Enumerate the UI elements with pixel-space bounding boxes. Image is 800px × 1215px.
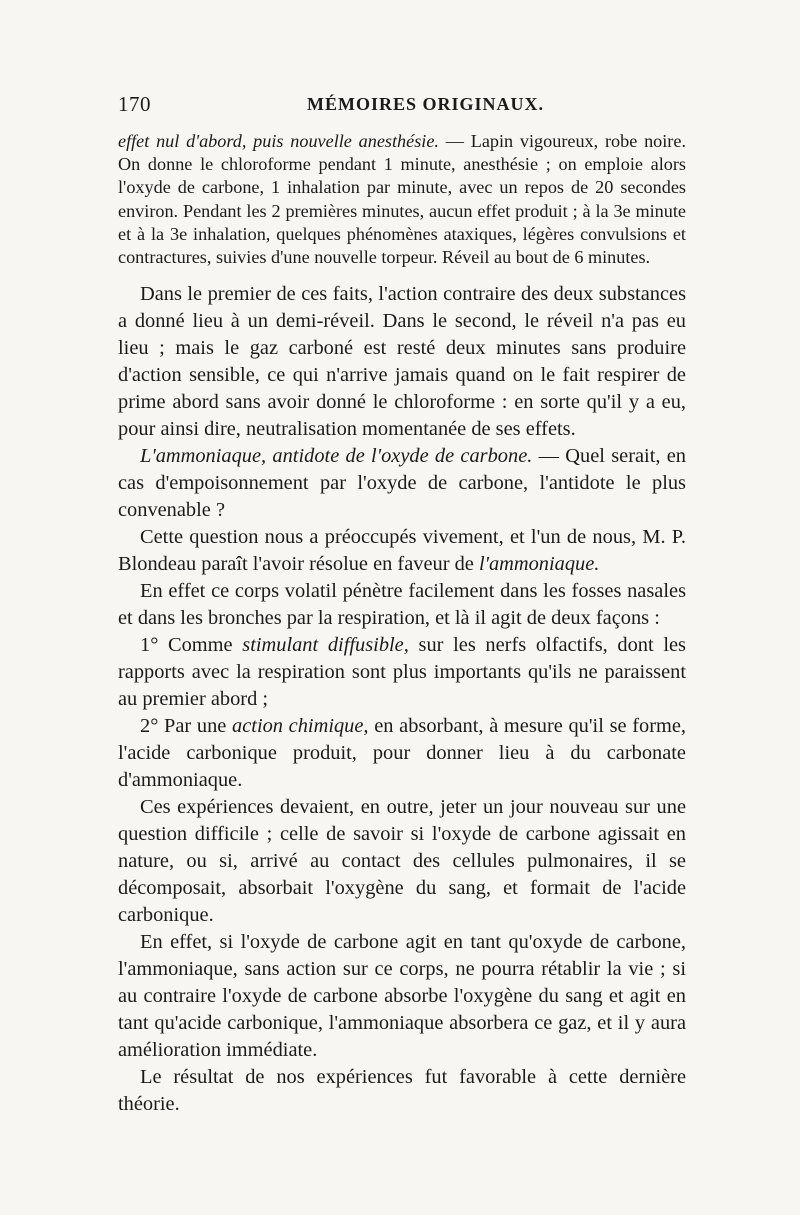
paragraph-6-italic: action chimique, <box>232 715 369 738</box>
paragraph-2-text: — Quel serait, en cas d'empoisonnement par l'oxyde de carbone, l'antidote le plus convenable ? <box>118 445 686 522</box>
continuation-text: — Lapin vigoureux, robe noire. On donne le chloroforme pendant 1 minute, anesthésie ; on emploie alors l'oxyde de carbone, 1 inhalation par minute, avec un repos de 20 secondes environ. Pendant les 2 premières minutes, aucun effet produit ; à la 3e minute et à la 3e inhalation, quelques phénomènes ataxiques, légères convulsions et contractures, suivies d'une nouvelle torpeur. Réveil au bout de 6 minutes. <box>118 131 686 268</box>
paragraph-8: En effet, si l'oxyde de carbone agit en tant qu'oxyde de carbone, l'ammoniaque, sans action sur ce corps, ne pourra rétablir la vie ; si au contraire l'oxyde de carbone absorbe l'oxygène du sang et agit en tant qu'acide carbonique, l'ammoniaque absorbera ce gaz, et il y aura amélioration immédiate. <box>118 931 686 1062</box>
paragraph-4: En effet ce corps volatil pénètre facilement dans les fosses nasales et dans les bronches par la respiration, et là il agit de deux façons : <box>118 580 686 630</box>
paragraph-1: Dans le premier de ces faits, l'action contraire des deux substances a donné lieu à un demi-réveil. Dans le second, le réveil n'a pas eu lieu ; mais le gaz carboné est resté deux minutes sans produire d'action sensible, ce qui n'arrive jamais quand on le fait respirer de prime abord sans avoir donné le chloroforme : en sorte qu'il y a eu, pour ainsi dire, neutralisation momentanée de ses effets. <box>118 283 686 441</box>
paragraph-3-italic: l'ammoniaque. <box>478 553 600 576</box>
page-header <box>118 92 693 122</box>
running-title: MÉMOIRES ORIGINAUX. <box>306 94 544 114</box>
paragraph-5-text: sur les nerfs olfactifs, dont les rapports avec la respiration sont plus importants qu'ils ne paraissent au premier abord ; <box>118 634 686 711</box>
page-number: 170 <box>118 92 151 116</box>
body-text <box>118 130 686 1118</box>
paragraph-5-italic: stimulant diffusible, <box>242 634 409 657</box>
paragraph-3 <box>118 524 686 578</box>
continuation-paragraph <box>118 130 686 269</box>
paragraph-5 <box>118 632 686 713</box>
paragraph-6 <box>118 713 686 794</box>
continuation-lead-italic: effet nul d'abord, puis nouvelle anesthésie. <box>118 131 439 151</box>
paragraph-6-text: en absorbant, à mesure qu'il se forme, l'acide carbonique produit, pour donner lieu à du carbonate d'ammoniaque. <box>118 715 687 792</box>
paragraph-5-prefix: 1° Comme <box>140 634 243 657</box>
paragraph-7: Ces expériences devaient, en outre, jeter un jour nouveau sur une question difficile ; celle de savoir si l'oxyde de carbone agissait en nature, ou si, arrivé au contact des cellules pulmonaires, il se décomposait, absorbait l'oxygène du sang, et formait de l'acide carbonique. <box>118 796 686 927</box>
paragraph-2 <box>118 443 686 524</box>
paragraph-6-prefix: 2° Par une <box>140 715 233 738</box>
paragraph-3-text: Cette question nous a préoccupés vivement, et l'un de nous, M. P. Blondeau paraît l'avoir résolue en faveur de <box>118 526 686 576</box>
paragraph-9: Le résultat de nos expériences fut favorable à cette dernière théorie. <box>118 1066 686 1116</box>
section-title-ammoniaque: L'ammoniaque, antidote de l'oxyde de carbone. <box>140 445 533 468</box>
